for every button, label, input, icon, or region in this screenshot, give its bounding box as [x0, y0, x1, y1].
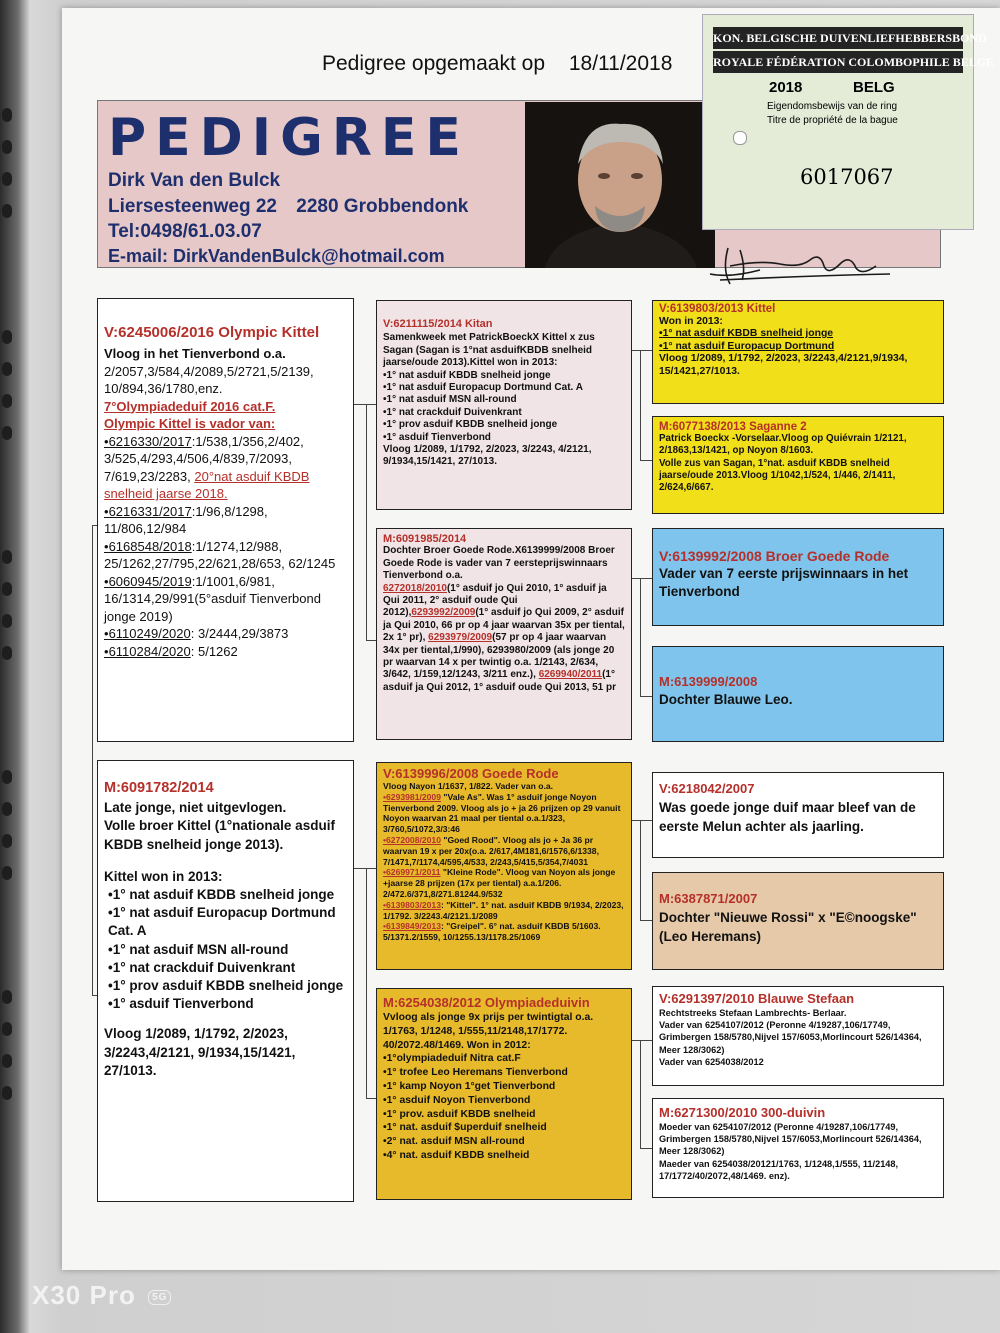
binder-hole [2, 990, 12, 1004]
offspring-note: 20°nat asduif KBDB snelheid jaarse 2018. [104, 468, 310, 501]
connector-line [366, 868, 367, 1098]
sire-dam-offspring [383, 583, 625, 695]
offspring-item [104, 643, 347, 661]
sire-dam-results: (1° asduif jo Qui 2009, 2° asduif ja Qui 2010, 66 pr op 4 jaar waarvan 35x per tiental, 2x 1° pr), [383, 607, 625, 644]
gen3-bullet: • 1° nat asduif Europacup Dortmund [659, 341, 937, 354]
gen3-title: V:6139992/2008 Broer Goede Rode [659, 548, 890, 564]
dam-win: • 1° nat asduif MSN all-round [104, 941, 347, 959]
gen3-card [652, 1098, 944, 1198]
connector-line [640, 1040, 641, 1148]
binder-hole [2, 1054, 12, 1068]
offspring-results: :1/96,8/1298, 11/806,12/984 [104, 503, 268, 536]
dam-dam-win: • 1° nat. asduif $uperduif snelheid [383, 1121, 625, 1135]
offspring-item [104, 433, 347, 503]
date-value: 18/11/2018 [568, 52, 673, 75]
dam-sire-title: V:6139996/2008 Goede Rode [383, 766, 559, 781]
sire-sire-footer: Vloog 1/2089, 1/1792, 2/2023, 3/2243, 4/2121, 9/1934,15/1421, 27/1013. [383, 444, 592, 468]
offspring-results: :1/538,1/356,2/402, 3/525,4/293,4/506,4/839,7/2093, 7/619,23/2283, [104, 433, 304, 484]
binder-hole [2, 1086, 12, 1100]
dam-win: • 1° nat asduif Europacup Dortmund Cat. A [104, 904, 347, 940]
dam-sire-ring: • 6139849/2013 [383, 921, 441, 931]
offspring-item [104, 573, 347, 626]
portrait-graphic [525, 102, 715, 268]
sire-sire-win: • 1° prov asduif KBDB snelheid jonge [383, 419, 625, 431]
stamp-year: 2018 [769, 79, 803, 96]
connector-line [640, 920, 652, 921]
pedigree-date-line [322, 52, 672, 76]
connector-line [640, 696, 652, 697]
ring-number: 6017067 [800, 165, 894, 189]
connector-line [632, 578, 652, 579]
sire-dam-card [376, 528, 632, 740]
binder-hole [2, 108, 12, 122]
gen3-line: Dochter Blauwe Leo. [659, 692, 793, 707]
dam-dam-win: • 2° nat. asduif MSN all-round [383, 1135, 625, 1149]
connector-line [354, 404, 376, 405]
binder-hole [2, 866, 12, 880]
gen3-line: Vader van 7 eerste prijswinnaars in het Tienverbond [659, 566, 909, 599]
dam-sire-results: "Goed Rood". Vloog als jo + Ja 36 pr waarvan 19 x per 20x(o.a. 2/617,4M181,6/1576,6/1338, 7/1471,7/1174,4/595,4/533, 2/243,5/415,5/354,7/4031 [383, 834, 599, 867]
gen3-line: Was goede jonge duif maar bleef van de eerste Melun achter als jaarling. [659, 800, 916, 834]
sire-dam-ring: 6272018/2010 [383, 582, 447, 594]
sire-sire-win: • 1° asduif Tienverbond [383, 432, 625, 444]
main-bird-line: 10/894,36/1780,enz. [104, 381, 223, 396]
dam-dam-win: • 4° nat. asduif KBDB snelheid [383, 1149, 625, 1163]
connector-line [366, 640, 376, 641]
dam-sire-ring: • 6269971/2011 [383, 867, 441, 877]
dam-card [97, 760, 354, 1202]
owner-name: Dirk Van den Bulck [108, 170, 281, 191]
binder-hole [2, 582, 12, 596]
dam-win: • 1° prov asduif KBDB snelheid jonge [104, 977, 347, 995]
sire-dam-ring: 6293979/2009 [428, 632, 493, 644]
connector-line [640, 350, 641, 460]
dam-spacer [104, 854, 347, 868]
dam-sire-offspring [383, 835, 625, 867]
gen3-line: Vader van 6254038/2012 [659, 1056, 764, 1067]
gen3-footer: Vloog 1/2089, 1/1792, 2/2023, 3/2243,4/2121,9/1934, 15/1421,27/1013. [659, 353, 908, 377]
owner-email: E-mail: DirkVandenBulck@hotmail.com [108, 246, 445, 266]
ring-certificate [702, 14, 995, 230]
signature [700, 240, 900, 290]
binder-hole [2, 770, 12, 784]
owner-address [108, 196, 468, 218]
gen3-title: M:6077138/2013 Saganne 2 [659, 421, 807, 433]
connector-line [366, 404, 367, 640]
main-bird-title: V:6245006/2016 Olympic Kittel [104, 324, 320, 341]
main-bird-card [97, 298, 354, 742]
gen3-line: Patrick Boeckx -Vorselaar.Vloog op Quiévrain 1/2121, 2/1863,13/1421, op Noyon 8/1603. [659, 433, 907, 457]
offspring-ring: • 6216331/2017 [104, 504, 192, 519]
binder-hole [2, 394, 12, 408]
watermark-brand: X30 Pro [32, 1280, 136, 1310]
main-bird-line: 2/2057,3/584,4/2089,5/2721,5/2139, [104, 363, 314, 379]
connector-line [640, 1148, 652, 1149]
gen3-card [652, 416, 944, 514]
dam-sire-results: : "Greipel". 6° nat. asduif KBDB 5/1603. 5/1371.2/1559, 10/1255.13/1178.25/1069 [383, 921, 601, 943]
gen3-line: Dochter "Nieuwe Rossi" x "E©noogske" (Leo Heremans) [659, 910, 917, 944]
binder-hole [2, 614, 12, 628]
gen3-card [652, 986, 944, 1086]
stamp-line2: ROYALE FÉDÉRATION COLOMBOPHILE BELGE [713, 51, 963, 73]
dam-sire-ring: • 6293981/2009 [383, 792, 441, 802]
dam-dam-win: • 1° trofee Leo Heremans Tienverbond [383, 1066, 625, 1080]
dam-dam-win: • 1° kamp Noyon 1°get Tienverbond [383, 1080, 625, 1094]
connector-line [632, 1040, 652, 1041]
sire-dam-ring: 6293992/2009 [411, 607, 476, 619]
offspring-ring: • 6060945/2019 [104, 574, 192, 589]
stamp-line1: KON. BELGISCHE DUIVENLIEFHEBBERSBOND [713, 27, 963, 49]
binder-hole [2, 1022, 12, 1036]
gen3-card [652, 646, 944, 742]
offspring-item [104, 503, 347, 538]
dam-sire-ring: • 6139803/2013 [383, 900, 441, 910]
gen3-bullet: • 1° nat asduif KBDB snelheid jonge [659, 328, 937, 341]
binder-hole [2, 330, 12, 344]
binder-hole [2, 802, 12, 816]
connector-line [640, 820, 641, 920]
date-label: Pedigree opgemaakt op [322, 52, 545, 75]
dam-sire-intro: Vloog Nayon 1/1637, 1/822. Vader van o.a. [383, 781, 554, 791]
dam-dam-win: • 1° prov. asduif KBDB snelheid [383, 1108, 625, 1122]
owner-phone: Tel:0498/61.03.07 [108, 221, 262, 242]
gen3-card [652, 872, 944, 970]
main-bird-line: Vloog in het Tienverbond o.a. [104, 346, 286, 361]
dam-footer: Vloog 1/2089, 1/1792, 2/2023, 3/2243,4/2121, 9/1934,15/1421, 27/1013. [104, 1026, 296, 1078]
owner-city: 2280 Grobbendonk [296, 196, 469, 217]
dam-sire-ring: • 6272008/2010 [383, 835, 441, 845]
sire-dam-results: (1° asduif jo Qui 2010, 1° asduif ja Qui 2011, 2° asduif oude Qui 2012), [383, 582, 607, 619]
sire-sire-title: V:6211115/2014 Kitan [383, 318, 493, 330]
punch-hole [733, 131, 747, 145]
connector-line [366, 1098, 376, 1099]
main-bird-highlight: Olympic Kittel is vador van: [104, 416, 276, 431]
binder-hole [2, 550, 12, 564]
sire-sire-win: • 1° nat asduif KBDB snelheid jonge [383, 370, 625, 382]
binder-hole [2, 362, 12, 376]
offspring-item [104, 625, 347, 643]
binder-hole [2, 204, 12, 218]
binder-hole [2, 140, 12, 154]
dam-sire-offspring [383, 900, 625, 922]
camera-watermark [32, 1280, 171, 1311]
gen3-line: Won in 2013: [659, 315, 723, 327]
dam-sire-card [376, 762, 632, 970]
sire-dam-results: (57 pr op 4 jaar waarvan 34x per tiental,1/990), 6293980/2009 (als jonge 20 pr waarvan 14 x per twintig o.a. 1/2143, 2/634, 3/642, 1/159,12/1243, 3/211 enz.), [383, 632, 615, 681]
offspring-ring: • 6110284/2020 [104, 644, 191, 659]
connector-line [632, 350, 652, 351]
stamp-country: BELG [853, 79, 895, 96]
gen3-title: V:6139803/2013 Kittel [659, 303, 776, 315]
sire-sire-win: • 1° nat crackduif Duivenkrant [383, 407, 625, 419]
sire-dam-intro: Dochter Broer Goede Rode.X6139999/2008 Broer Goede Rode is vader van 7 eersteprijswinnaars Tienverbond o.a. [383, 545, 615, 582]
dam-line: Kittel won in 2013: [104, 868, 223, 884]
binder-hole [2, 426, 12, 440]
sire-dam-title: M:6091985/2014 [383, 533, 467, 545]
gen3-title: V:6291397/2010 Blauwe Stefaan [659, 991, 855, 1006]
dam-line: Volle broer Kittel (1°nationale asduif KBDB snelheid jonge 2013). [104, 818, 335, 852]
gen3-card [652, 528, 944, 626]
gen3-line: Moeder van 6254107/2012 (Peronne 4/19287,106/17749, Grimbergen 158/5780,Nijvel 157/6053,Morlincourt 526/14364, Meer 128/3062) [659, 1122, 922, 1157]
gen3-title: M:6271300/2010 300-duivin [659, 1105, 826, 1120]
sire-dam-ring: 6269940/2011 [538, 669, 603, 681]
gen3-line: Vader van 6254107/2012 (Peronne 4/19287,106/17749, Grimbergen 158/5780,Nijvel 157/6053,Morlincourt 526/14364, Meer 128/3062) [659, 1020, 922, 1055]
page-title: PEDIGREE [108, 108, 470, 168]
dam-win: • 1° nat asduif KBDB snelheid jonge [104, 886, 347, 904]
dam-sire-offspring [383, 867, 625, 899]
offspring-ring: • 6216330/2017 [104, 434, 192, 449]
dam-dam-win: • 1° asduif Noyon Tienverbond [383, 1094, 625, 1108]
dam-dam-win: • 1°olympiadeduif Nitra cat.F [383, 1052, 625, 1066]
dam-sire-offspring [383, 792, 625, 835]
gen3-card [652, 300, 944, 404]
gen3-line: Volle zus van Sagan, 1°nat. asduif KBDB snelheid jaarse/oude 2013.Vloog 1/1042,1/524, 1/446, 2/1411, 2/624,6/667. [659, 457, 896, 494]
offspring-ring: • 6110249/2020 [104, 626, 191, 641]
main-bird-highlight: 7°Olympiadeduif 2016 cat.F. [104, 398, 276, 414]
sire-sire-intro: Samenkweek met PatrickBoeckX Kittel x zus Sagan (Sagan is 1°nat asduifKBDB snelheid jaarse/oude 2013).Kittel won in 2013: [383, 332, 595, 369]
gen3-title: M:6139999/2008 [659, 674, 758, 689]
gen3-card [652, 772, 944, 858]
dam-sire-offspring [383, 921, 625, 943]
connector-line [354, 868, 376, 869]
gen3-title: M:6387871/2007 [659, 891, 758, 906]
dam-win: • 1° nat crackduif Duivenkrant [104, 959, 347, 977]
dam-dam-card [376, 988, 632, 1200]
gen3-title: V:6218042/2007 [659, 781, 755, 796]
offspring-ring: • 6168548/2018 [104, 539, 192, 554]
sire-sire-win: • 1° nat asduif MSN all-round [383, 394, 625, 406]
dam-sire-results: "Kleine Rode". Vloog van Noyon als jonge +jaarse 28 prijzen (17x per tiental) a.a.1/206. 2/472.6/371,8/271.81244.9/532 [383, 867, 616, 899]
stamp-text1: Eigendomsbewijs van de ring [767, 101, 898, 112]
gen3-line: Rechtstreeks Stefaan Lambrechts- Berlaar. [659, 1008, 847, 1018]
dam-title: M:6091782/2014 [104, 780, 214, 796]
gen3-line: Maeder van 6254038/20121/1763, 1/1248,1/555, 11/2148, 17/1772/40/2072,48/1469. enz). [659, 1158, 899, 1181]
binder-hole [2, 646, 12, 660]
offspring-results: : 3/2444,29/3873 [190, 626, 289, 641]
watermark-badge: 5G [148, 1290, 171, 1305]
dam-win: • 1° asduif Tienverbond [104, 995, 347, 1013]
connector-line [632, 820, 652, 821]
binder-hole [2, 172, 12, 186]
sire-sire-win: • 1° nat asduif Europacup Dortmund Cat. A [383, 382, 625, 394]
dam-dam-title: M:6254038/2012 Olympiadeduivin [383, 995, 590, 1010]
binder-hole [2, 834, 12, 848]
offspring-results: :1/1001,6/981, 16/1314,29/991(5°asduif Tienverbond jonge 2019) [104, 573, 321, 624]
offspring-results: :1/1274,12/988, 25/1262,27/795,22/621,28/653, 62/1245 [104, 538, 336, 571]
dam-line: Late jonge, niet uitgevlogen. [104, 800, 287, 816]
dam-sire-results: : "Kittel". 1° nat. asduif KBDB 9/1934, 2/2023, 1/1792. 3/2243.4/2121.1/2089 [383, 899, 624, 921]
sire-dam-results: (1° asduif ja Qui 2012, 1° asduif oude Qui 2013, 51 pr [383, 669, 616, 693]
owner-street: Liersesteenweg 22 [108, 196, 277, 217]
sire-sire-card [376, 300, 632, 510]
connector-line [92, 525, 93, 995]
dam-sire-results: "Vale As". Was 1° asduif jonge Noyon Tienverbond 2009. Vloog als jo + ja 26 prijzen op 29 vanuit Noyon waarvan 21 maal per tiental o.a.1/323, 3/760,5/1072,3/3:46 [383, 791, 621, 835]
dam-dam-intro: Vvloog als jonge 9x prijs per twintigtal o.a. 1/1763, 1/1248, 1/555,11/2148,17/1772. 40/2072.48/1469. Won in 2012: [383, 1012, 594, 1051]
connector-line [640, 460, 652, 461]
connector-line [640, 578, 641, 696]
stamp-text2: Titre de propriété de la bague [767, 115, 898, 126]
offspring-results: : 5/1262 [190, 643, 238, 659]
owner-photo [525, 102, 715, 268]
offspring-item [104, 538, 347, 573]
